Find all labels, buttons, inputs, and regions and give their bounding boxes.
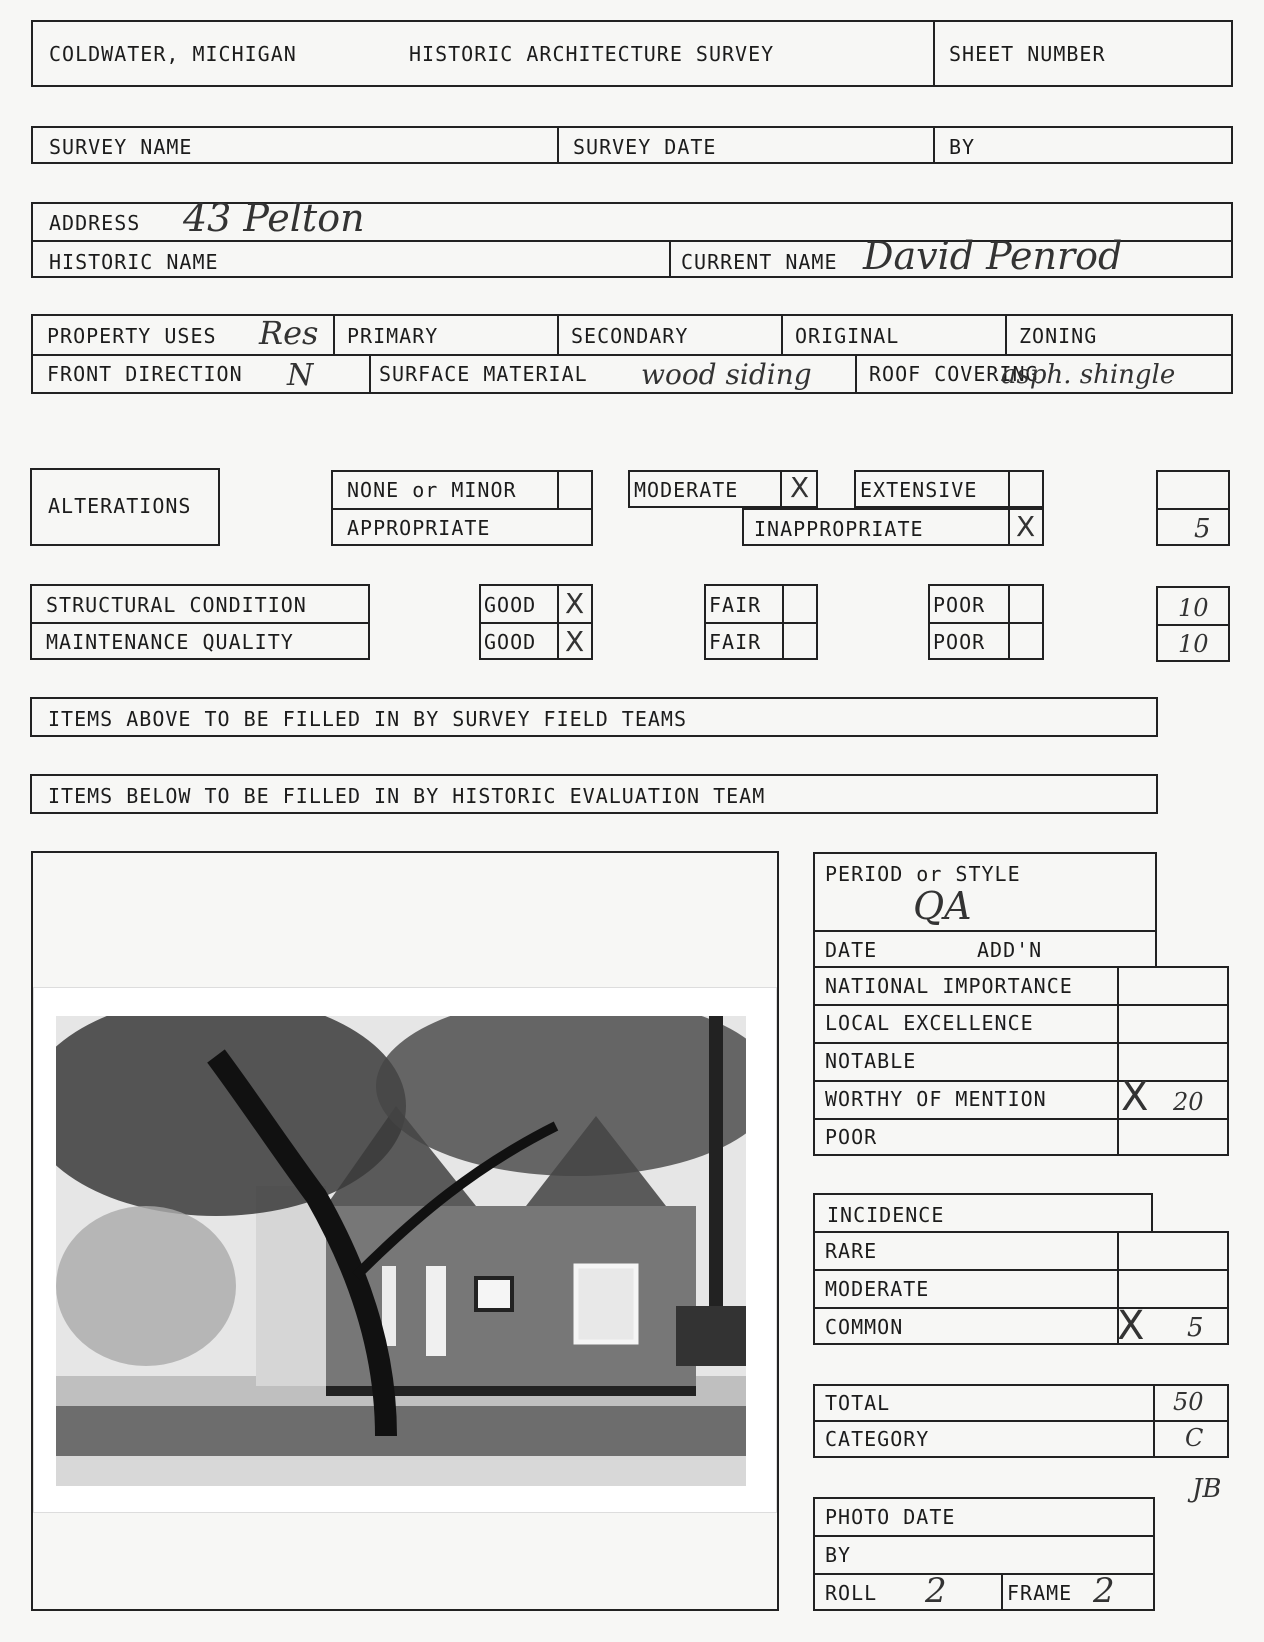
note-above: ITEMS ABOVE TO BE FILLED IN BY SURVEY FIELD TEAMS [48, 707, 688, 731]
total-label: TOTAL [825, 1391, 891, 1415]
inappropriate-mark: X [1016, 510, 1036, 543]
surface-material-value: wood siding [641, 358, 812, 391]
house-photo-image [56, 1016, 746, 1486]
date-label: DATE [825, 938, 878, 962]
structural-condition-label: STRUCTURAL CONDITION [46, 593, 307, 617]
roof-covering-label: ROOF COVERING [869, 362, 1039, 386]
incidence-label: INCIDENCE [827, 1203, 945, 1227]
condition-fair-box [704, 584, 818, 660]
totals-box [813, 1384, 1229, 1458]
appropriate-label: APPROPRIATE [347, 516, 491, 540]
condition-label-box [30, 584, 370, 660]
survey-date-label: SURVEY DATE [573, 135, 717, 159]
local-excellence-label: LOCAL EXCELLENCE [825, 1011, 1034, 1035]
alterations-score: 5 [1194, 514, 1211, 544]
maintenance-poor-label: POOR [933, 630, 986, 654]
rare-label: RARE [825, 1239, 878, 1263]
worthy-of-mention-label: WORTHY OF MENTION [825, 1087, 1047, 1111]
condition-good-box [479, 584, 593, 660]
moderate-label: MODERATE [634, 478, 739, 502]
photo-info-box [813, 1497, 1155, 1611]
incidence-options-box [813, 1231, 1229, 1349]
alterations-label: ALTERATIONS [48, 494, 192, 518]
common-score: 5 [1187, 1313, 1204, 1343]
incidence-moderate-label: MODERATE [825, 1277, 930, 1301]
roll-label: ROLL [825, 1581, 878, 1605]
address-label: ADDRESS [49, 211, 141, 235]
alterations-inappropriate-box [742, 508, 1044, 546]
alterations-none-box [331, 470, 593, 546]
historic-name-label: HISTORIC NAME [49, 250, 219, 274]
surface-material-label: SURFACE MATERIAL [379, 362, 588, 386]
current-name-label: CURRENT NAME [681, 250, 838, 274]
condition-poor-box [928, 584, 1044, 660]
property-uses-value: Res [259, 314, 319, 352]
moderate-mark: X [790, 471, 810, 504]
roof-covering-value: asph. shingle [1001, 360, 1176, 390]
primary-label: PRIMARY [347, 324, 439, 348]
photo-by-label: BY [825, 1543, 852, 1567]
maintenance-good-label: GOOD [484, 630, 537, 654]
note-above-box [30, 697, 1158, 737]
worthy-score: 20 [1173, 1088, 1204, 1116]
worthy-mark: X [1121, 1074, 1149, 1120]
structural-fair-label: FAIR [709, 593, 762, 617]
common-label: COMMON [825, 1315, 904, 1339]
original-label: ORIGINAL [795, 324, 900, 348]
structural-good-label: GOOD [484, 593, 537, 617]
property-box [31, 314, 1233, 394]
period-style-label: PERIOD or STYLE [825, 862, 1021, 886]
category-value: C [1185, 1424, 1204, 1452]
property-uses-label: PROPERTY USES [47, 324, 217, 348]
total-value: 50 [1173, 1388, 1204, 1416]
common-mark: X [1117, 1303, 1145, 1349]
survey-name-label: SURVEY NAME [49, 135, 193, 159]
alterations-extensive-box [854, 470, 1044, 508]
survey-by-label: BY [949, 135, 976, 159]
zoning-label: ZONING [1019, 324, 1098, 348]
maintenance-quality-label: MAINTENANCE QUALITY [46, 630, 294, 654]
national-importance-label: NATIONAL IMPORTANCE [825, 974, 1073, 998]
address-value: 43 Pelton [183, 196, 365, 240]
period-box [813, 852, 1157, 968]
none-or-minor-label: NONE or MINOR [347, 478, 517, 502]
survey-box [31, 126, 1233, 164]
frame-label: FRAME [1007, 1581, 1073, 1605]
maintenance-fair-label: FAIR [709, 630, 762, 654]
house-photograph [33, 987, 777, 1513]
condition-score-box [1156, 586, 1230, 662]
note-below: ITEMS BELOW TO BE FILLED IN BY HISTORIC EVALUATION TEAM [48, 784, 766, 808]
roll-value: 2 [925, 1571, 947, 1611]
importance-box [813, 966, 1229, 1156]
alterations-moderate-box [628, 470, 818, 508]
photo-date-label: PHOTO DATE [825, 1505, 956, 1529]
structural-good-mark: X [565, 587, 585, 620]
survey-title: HISTORIC ARCHITECTURE SURVEY [409, 42, 775, 66]
addn-label: ADD'N [977, 938, 1043, 962]
front-direction-label: FRONT DIRECTION [47, 362, 243, 386]
secondary-label: SECONDARY [571, 324, 689, 348]
evaluator-initials: JB [1192, 1474, 1222, 1504]
inappropriate-label: INAPPROPRIATE [754, 517, 924, 541]
note-below-box [30, 774, 1158, 814]
category-label: CATEGORY [825, 1427, 930, 1451]
poor-label: POOR [825, 1125, 878, 1149]
structural-score: 10 [1178, 594, 1209, 622]
maintenance-good-mark: X [565, 625, 585, 658]
city-label: COLDWATER, MICHIGAN [49, 42, 297, 66]
incidence-box [813, 1193, 1153, 1233]
period-style-value: QA [913, 884, 972, 928]
front-direction-value: N [287, 358, 314, 393]
header-box [31, 20, 1233, 87]
alterations-label-box [30, 468, 220, 546]
current-name-value: David Penrod [863, 234, 1123, 278]
maintenance-score: 10 [1178, 630, 1209, 658]
extensive-label: EXTENSIVE [860, 478, 978, 502]
alterations-score-box [1156, 470, 1230, 546]
sheet-number-label: SHEET NUMBER [949, 42, 1106, 66]
frame-value: 2 [1093, 1571, 1115, 1611]
structural-poor-label: POOR [933, 593, 986, 617]
address-box [31, 196, 1233, 278]
notable-label: NOTABLE [825, 1049, 917, 1073]
